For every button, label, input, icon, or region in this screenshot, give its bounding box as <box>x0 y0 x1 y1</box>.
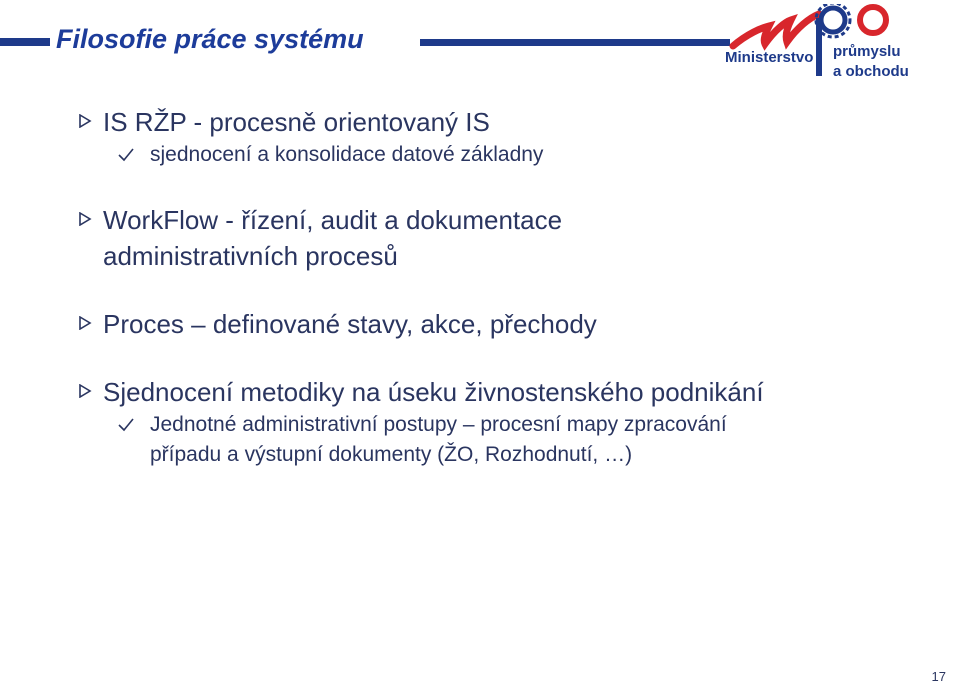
arrow-bullet-icon <box>78 384 92 398</box>
title-stripe-left <box>0 38 50 46</box>
page-number: 17 <box>931 669 946 684</box>
sub-text-continued: případu a výstupní dokumenty (ŽO, Rozhodnutí, …) <box>150 443 633 466</box>
bullet-item-4 <box>78 374 948 410</box>
checkmark-icon <box>118 418 134 432</box>
arrow-bullet-icon <box>78 114 92 128</box>
bullet-text: WorkFlow - řízení, audit a dokumentace <box>103 205 563 235</box>
title-stripe-right <box>420 39 720 46</box>
bullet-text-continued: administrativních procesů <box>103 241 398 271</box>
bullet-text: Sjednocení metodiky na úseku živnostenského podnikání <box>103 377 764 407</box>
logo-line-1: Ministerstvo <box>725 49 814 66</box>
sub-item <box>78 410 948 470</box>
bullet-text: Proces – definované stavy, akce, přechody <box>103 309 597 339</box>
mpo-logo <box>725 4 955 84</box>
slide-content <box>78 104 948 470</box>
arrow-bullet-icon <box>78 316 92 330</box>
sub-text: sjednocení a konsolidace datové základny <box>150 143 544 166</box>
slide-title: Filosofie práce systému <box>56 24 364 54</box>
logo-line-3: a obchodu <box>833 63 909 80</box>
sub-item <box>78 140 948 170</box>
bullet-item-3 <box>78 306 948 342</box>
bullet-item-2 <box>78 202 948 274</box>
arrow-bullet-icon <box>78 212 92 226</box>
checkmark-icon <box>118 148 134 162</box>
bullet-text: IS RŽP - procesně orientovaný IS <box>103 107 490 137</box>
sub-text: Jednotné administrativní postupy – procesní mapy zpracování <box>150 413 727 436</box>
logo-line-2: průmyslu <box>833 43 901 60</box>
bullet-item-1 <box>78 104 948 140</box>
